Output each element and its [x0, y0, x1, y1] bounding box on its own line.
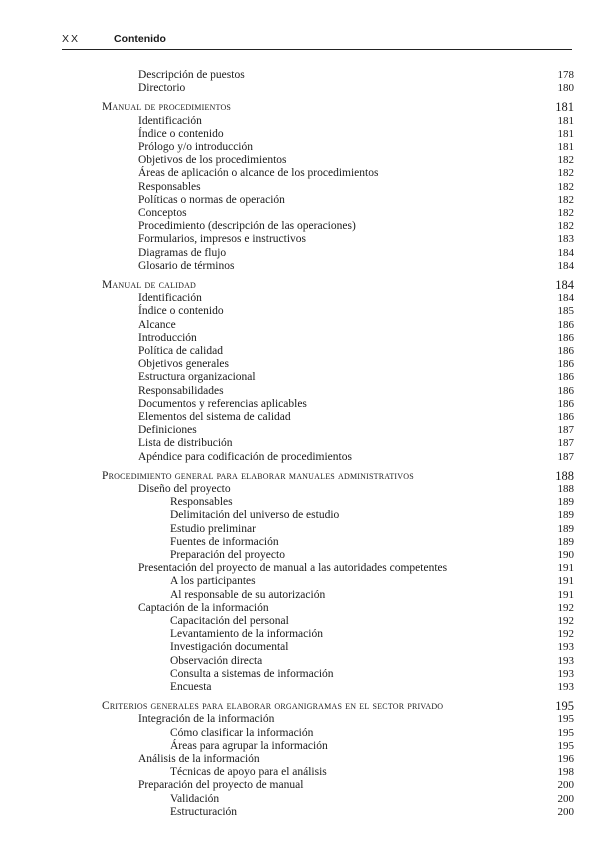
toc-entry-page: 193 [557, 667, 574, 680]
toc-entry [0, 370, 600, 384]
toc-entry-page: 184 [555, 278, 574, 292]
toc-entry-title: Al responsable de su autorización [170, 588, 326, 601]
toc-entry-page: 181 [557, 141, 574, 153]
toc-entry-page: 190 [557, 549, 574, 561]
toc-entry-title: Áreas de aplicación o alcance de los procedimientos [138, 167, 379, 180]
toc-entry [0, 259, 600, 273]
toc-entry [0, 246, 600, 260]
toc-entry [0, 805, 600, 819]
toc-entry-page: 178 [557, 69, 574, 81]
toc-entry-title: Directorio [138, 82, 186, 95]
toc-entry-page: 200 [557, 805, 574, 818]
toc-entry [0, 574, 600, 588]
toc-entry-page: 184 [557, 259, 574, 272]
toc-entry [0, 588, 600, 602]
toc-entry [0, 667, 600, 681]
toc-entry-title: Fuentes de información [170, 535, 279, 548]
toc-entry [0, 752, 600, 766]
toc-entry-page: 182 [557, 154, 574, 167]
toc-entry-page: 186 [557, 345, 574, 357]
toc-entry-title: Diagramas de flujo [138, 246, 227, 259]
toc-entry-page: 182 [557, 207, 574, 219]
toc-entry-title: Preparación del proyecto [170, 549, 285, 561]
toc-entry-title: Preparación del proyecto de manual [138, 779, 304, 792]
toc-entry-title: Prólogo y/o introducción [138, 141, 253, 153]
toc-entry [0, 410, 600, 424]
toc-entry-title: Lista de distribución [138, 437, 233, 450]
toc-entry-title: Elementos del sistema de calidad [138, 411, 291, 423]
toc-entry [0, 712, 600, 726]
toc-entry-page: 192 [557, 615, 574, 627]
toc-entry-title: Identificación [138, 292, 202, 305]
toc-entry-page: 189 [557, 535, 574, 548]
toc-entry [0, 81, 600, 95]
toc-entry-title: Apéndice para codificación de procedimientos [138, 450, 352, 463]
toc-entry-page: 186 [557, 397, 574, 410]
toc-entry-page: 193 [557, 681, 574, 693]
toc-entry-page: 184 [557, 246, 574, 259]
toc-section-heading [0, 278, 600, 292]
toc-entry-title: Validación [170, 792, 220, 805]
toc-entry-title: Estructuración [170, 805, 238, 818]
toc-entry-page: 187 [557, 437, 574, 450]
toc-entry-page: 186 [557, 318, 574, 331]
toc-entry-title: Manual de calidad [102, 279, 197, 291]
toc-entry-page: 188 [555, 468, 574, 483]
toc-entry-title: Objetivos de los procedimientos [138, 154, 287, 167]
toc-entry-page: 181 [557, 127, 574, 140]
toc-entry-title: Análisis de la información [138, 753, 260, 765]
toc-entry [0, 601, 600, 615]
toc-entry-page: 189 [557, 496, 574, 509]
toc-entry-title: Procedimiento (descripción de las operaciones) [138, 220, 356, 233]
toc-entry-title: A los participantes [170, 575, 256, 588]
toc-entry-title: Encuesta [170, 681, 212, 693]
toc-section-heading [0, 100, 600, 114]
toc-entry-title: Responsabilidades [138, 384, 224, 397]
toc-entry [0, 640, 600, 654]
toc-entry-title: Políticas o normas de operación [138, 193, 285, 206]
toc-entry [0, 397, 600, 411]
toc-entry [0, 495, 600, 509]
toc-entry-page: 191 [557, 575, 574, 588]
toc-entry [0, 166, 600, 180]
toc-entry [0, 739, 600, 753]
toc-entry-title: Responsables [138, 180, 201, 193]
toc-entry-page: 187 [557, 424, 574, 437]
toc-entry [0, 561, 600, 575]
toc-entry-page: 182 [557, 167, 574, 180]
toc-entry-title: Definiciones [138, 424, 197, 437]
toc-entry-title: Índice o contenido [138, 127, 224, 140]
toc-entry-title: Consulta a sistemas de información [170, 667, 334, 680]
toc-entry [0, 450, 600, 464]
toc-entry-page: 191 [557, 562, 574, 575]
toc-entry-page: 182 [557, 180, 574, 193]
toc-entry-title: Delimitación del universo de estudio [170, 509, 340, 522]
toc-entry [0, 482, 600, 496]
toc-entry-page: 183 [557, 233, 574, 246]
toc-section-heading [0, 469, 600, 483]
toc-entry-title: Estudio preliminar [170, 522, 256, 535]
toc-entry-title: Investigación documental [170, 641, 289, 654]
toc-entry-title: Estructura organizacional [138, 371, 256, 384]
toc-entry-title: Criterios generales para elaborar organigramas en el sector privado [102, 700, 444, 713]
toc-entry [0, 219, 600, 233]
toc-entry-page: 181 [557, 114, 574, 127]
toc-entry-title: Conceptos [138, 207, 187, 219]
toc-entry-title: Técnicas de apoyo para el análisis [170, 766, 327, 779]
toc-entry [0, 436, 600, 450]
toc-entry-title: Observación directa [170, 654, 263, 667]
toc-entry-page: 182 [557, 220, 574, 233]
toc-entry-page: 189 [557, 522, 574, 535]
toc-entry-title: Integración de la información [138, 713, 275, 726]
toc-entry-page: 191 [557, 588, 574, 601]
toc-entry [0, 140, 600, 154]
toc-entry [0, 522, 600, 536]
toc-entry [0, 153, 600, 167]
toc-entry-page: 193 [557, 641, 574, 654]
toc-entry-title: Presentación del proyecto de manual a las autoridades competentes [138, 562, 448, 575]
toc-entry-page: 180 [557, 82, 574, 95]
toc-entry [0, 206, 600, 220]
toc-entry [0, 654, 600, 668]
toc-entry-title: Manual de procedimientos [102, 101, 232, 114]
toc-entry-page: 198 [557, 766, 574, 779]
toc-entry-title: Identificación [138, 114, 202, 127]
toc-entry-title: Procedimiento general para elaborar manuales administrativos [102, 469, 414, 482]
toc-entry-page: 186 [557, 331, 574, 344]
toc-entry-title: Documentos y referencias aplicables [138, 397, 307, 410]
toc-entry-page: 192 [557, 628, 574, 641]
toc-entry [0, 423, 600, 437]
toc-entry [0, 344, 600, 358]
toc-section-heading [0, 699, 600, 713]
toc-entry-page: 200 [557, 779, 574, 792]
toc-entry [0, 193, 600, 207]
toc-entry-page: 200 [557, 792, 574, 805]
toc-entry-page: 195 [557, 713, 574, 726]
toc-entry-page: 186 [557, 371, 574, 384]
toc-entry-page: 188 [557, 483, 574, 495]
toc-entry [0, 232, 600, 246]
toc-entry-page: 181 [555, 100, 574, 115]
toc-entry-page: 195 [555, 699, 574, 714]
toc-entry-page: 193 [557, 654, 574, 667]
toc-entry [0, 291, 600, 305]
toc-entry-title: Levantamiento de la información [170, 628, 323, 641]
toc-entry [0, 765, 600, 779]
toc-entry-title: Diseño del proyecto [138, 483, 231, 495]
toc-entry [0, 680, 600, 694]
toc-entry-title: Alcance [138, 318, 176, 331]
toc-entry-page: 196 [557, 753, 574, 765]
toc-entry [0, 180, 600, 194]
toc-entry [0, 778, 600, 792]
toc-entry-title: Glosario de términos [138, 259, 235, 272]
toc-entry-page: 195 [557, 739, 574, 752]
toc-entry-title: Capacitación del personal [170, 615, 289, 627]
toc-entry-title: Descripción de puestos [138, 69, 245, 81]
toc-entry-page: 189 [557, 509, 574, 522]
toc-entry-title: Áreas para agrupar la información [170, 739, 328, 752]
toc-entry [0, 68, 600, 82]
toc-entry-title: Captación de la información [138, 601, 269, 614]
toc-entry-page: 186 [557, 384, 574, 397]
toc-entry [0, 726, 600, 740]
toc-entry [0, 535, 600, 549]
toc-entry [0, 318, 600, 332]
toc-entry-title: Objetivos generales [138, 358, 230, 371]
toc-entry [0, 508, 600, 522]
header-title: Contenido [114, 33, 166, 45]
toc-entry [0, 114, 600, 128]
toc-entry-title: Introducción [138, 331, 197, 344]
toc-entry-page: 192 [557, 601, 574, 614]
toc-entry-page: 186 [557, 358, 574, 371]
toc-entry-page: 195 [557, 726, 574, 739]
toc-entry [0, 331, 600, 345]
header-page-number: XX [62, 33, 81, 45]
toc-entry-title: Política de calidad [138, 345, 223, 357]
toc-entry [0, 127, 600, 141]
toc-entry [0, 792, 600, 806]
toc-entry [0, 384, 600, 398]
toc-entry [0, 357, 600, 371]
toc-entry [0, 304, 600, 318]
toc-entry-title: Cómo clasificar la información [170, 726, 314, 739]
toc-entry-title: Responsables [170, 496, 233, 509]
toc-entry-page: 187 [557, 450, 574, 463]
toc-entry [0, 614, 600, 628]
toc-entry-page: 184 [557, 292, 574, 305]
toc-entry-title: Formularios, impresos e instructivos [138, 233, 307, 246]
toc-entry [0, 627, 600, 641]
toc-entry-page: 185 [557, 305, 574, 318]
toc-entry-page: 182 [557, 193, 574, 206]
toc-entry [0, 548, 600, 562]
toc-entry-title: Índice o contenido [138, 305, 224, 318]
toc-entry-page: 186 [557, 411, 574, 423]
